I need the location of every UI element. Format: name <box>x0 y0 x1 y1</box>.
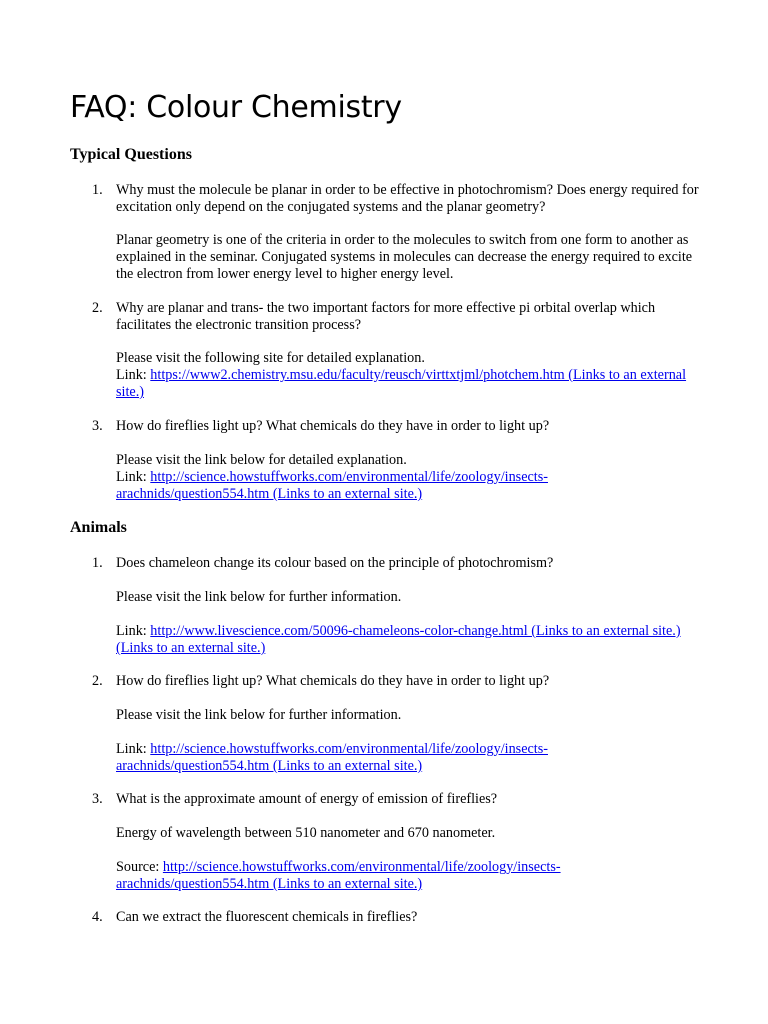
faq-answer: Please visit the link below for further information. <box>116 589 402 605</box>
link-prefix: Link: <box>116 623 151 639</box>
faq-question: What is the approximate amount of energy of emission of fireflies? <box>116 791 498 807</box>
link-prefix: Source: <box>116 859 163 875</box>
faq-answer: Energy of wavelength between 510 nanometer and 670 nanometer. <box>116 825 496 841</box>
faq-answer: Please visit the following site for detailed explanation. <box>116 350 425 366</box>
page-title: FAQ: Colour Chemistry <box>70 90 402 125</box>
faq-question: Why are planar and trans- the two important factors for more effective pi orbital overlap which facilitates the electronic transition process? <box>116 300 656 333</box>
faq-answer: Please visit the link below for further information. <box>116 707 402 723</box>
faq-question: Why must the molecule be planar in order to be effective in photochromism? Does energy required for excitation only depend on the conjugated systems and the planar geometry? <box>116 182 699 215</box>
external-link[interactable]: http://science.howstuffworks.com/environmental/life/zoology/insects-arachnids/question554.htm (Links to an external site.) <box>116 741 548 774</box>
faq-question: Does chameleon change its colour based on the principle of photochromism? <box>116 555 554 571</box>
list-item-number: 2. <box>92 300 103 316</box>
external-link[interactable]: http://www.livescience.com/50096-chameleons-color-change.html (Links to an external site.) (Links to an external site.) <box>116 623 681 656</box>
faq-question: How do fireflies light up? What chemicals do they have in order to light up? <box>116 673 550 689</box>
faq-link-line <box>116 859 701 893</box>
list-item-number: 2. <box>92 673 103 689</box>
faq-link-line <box>116 623 701 657</box>
link-prefix: Link: <box>116 367 151 383</box>
faq-link-line <box>116 469 701 503</box>
list-item-number: 1. <box>92 182 103 198</box>
link-prefix: Link: <box>116 741 151 757</box>
section-heading-typical-questions: Typical Questions <box>70 146 192 163</box>
list-item-number: 4. <box>92 909 103 925</box>
list-item-number: 3. <box>92 418 103 434</box>
faq-question: How do fireflies light up? What chemicals do they have in order to light up? <box>116 418 550 434</box>
list-item-number: 3. <box>92 791 103 807</box>
section-heading-animals: Animals <box>70 519 127 536</box>
faq-answer: Please visit the link below for detailed explanation. <box>116 452 407 468</box>
faq-question: Can we extract the fluorescent chemicals in fireflies? <box>116 909 418 925</box>
list-item-number: 1. <box>92 555 103 571</box>
external-link[interactable]: https://www2.chemistry.msu.edu/faculty/reusch/virttxtjml/photchem.htm (Links to an external site.) <box>116 367 687 400</box>
faq-link-line <box>116 367 701 401</box>
faq-answer: Planar geometry is one of the criteria in order to the molecules to switch from one form to another as explained in the seminar. Conjugated systems in molecules can decrease the energy required to excite the electron from lower energy level to higher energy level. <box>116 232 693 282</box>
link-prefix: Link: <box>116 469 151 485</box>
faq-link-line <box>116 741 701 775</box>
external-link[interactable]: http://science.howstuffworks.com/environmental/life/zoology/insects-arachnids/question554.htm (Links to an external site.) <box>116 469 548 502</box>
external-link[interactable]: http://science.howstuffworks.com/environmental/life/zoology/insects-arachnids/question554.htm (Links to an external site.) <box>116 859 561 892</box>
